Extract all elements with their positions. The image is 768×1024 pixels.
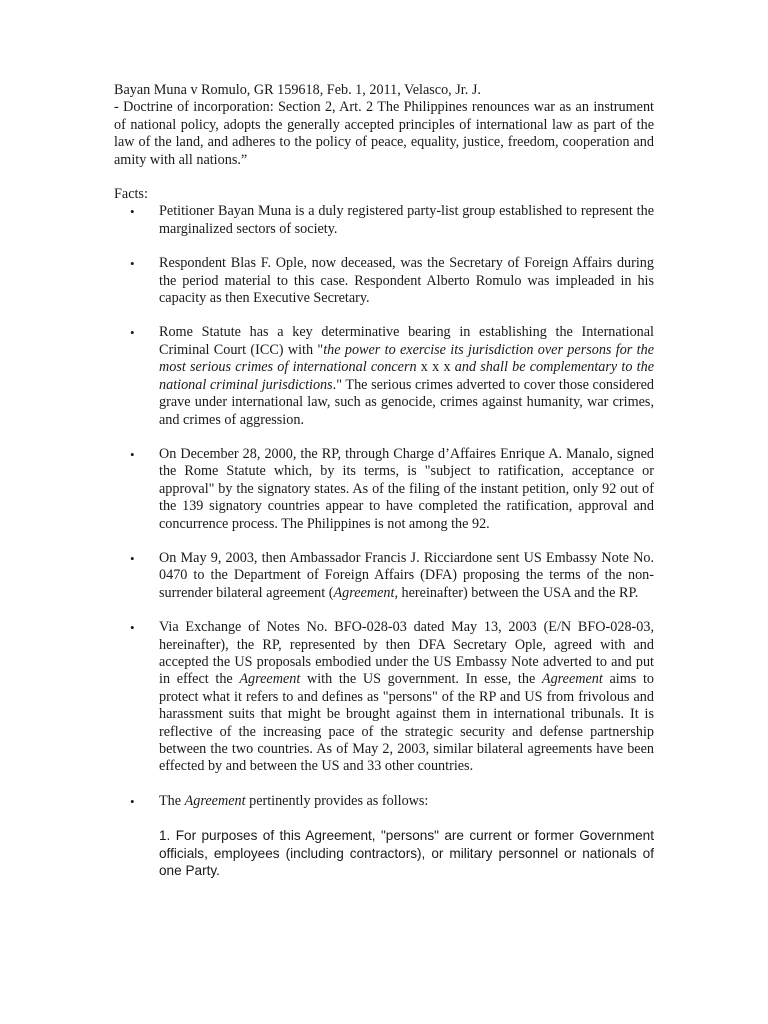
document-body	[114, 82, 654, 897]
agreement-quote: 1. For purposes of this Agreement, "persons" are current or former Government officials, employees (including contractors), or military personnel or nationals of one Party.	[159, 828, 654, 879]
doctrine-paragraph: - Doctrine of incorporation: Section 2, Art. 2 The Philippines renounces war as an instrument of national policy, adopts the generally accepted principles of international law as part of the law of the land, and adheres to the policy of peace, equality, justice, freedom, cooperation and amity with all nations.”	[114, 99, 654, 168]
fact-italic-text: Agreement	[541, 671, 603, 688]
bullet-icon: •	[130, 256, 135, 272]
fact-text: On December 28, 2000, the RP, through Charge d’Affaires Enrique A. Manalo, signed the Rome Statute which, by its terms, is "subject to ratification, acceptance or approval" by the signatory states. As of the filing of the instant petition, only 92 out of the 139 signatory countries appear to have completed the ratification, approval and concurrence process. The Philippines is not among the 92.	[159, 445, 654, 532]
bullet-icon: •	[130, 550, 135, 566]
fact-text: On May 9, 2003, then Ambassador Francis J. Ricciardone sent US Embassy Note No. 0470 to the Department of Foreign Affairs (DFA) proposing the terms of the non-surrender bilateral agreement (	[159, 549, 654, 601]
fact-italic-text: Agreement	[184, 792, 246, 809]
fact-italic-text: the power to exercise its jurisdiction over persons for the most serious crimes of international concern	[159, 341, 654, 376]
bullet-icon: •	[130, 325, 135, 341]
list-item	[114, 619, 654, 776]
list-item	[114, 324, 654, 428]
list-item	[114, 793, 654, 880]
fact-text: pertinently provides as follows:	[245, 792, 429, 809]
fact-text: x x x	[416, 359, 455, 376]
list-item	[114, 203, 654, 238]
facts-heading: Facts:	[114, 186, 148, 203]
facts-list	[114, 203, 654, 880]
fact-text: Respondent Blas F. Ople, now deceased, was the Secretary of Foreign Affairs during the period material to this case. Respondent Alberto Romulo was impleaded in his capacity as then Executive Secretary.	[159, 255, 654, 307]
bullet-icon: •	[130, 620, 135, 636]
fact-italic-text: Agreement	[239, 671, 301, 688]
fact-italic-text: and shall be complementary to the national criminal jurisdictions	[159, 359, 655, 393]
list-item	[114, 446, 654, 533]
fact-text: Rome Statute has a key determinative bearing in establishing the International Criminal Court (ICC) with "	[159, 324, 654, 358]
fact-text: ." The serious crimes adverted to cover those considered grave under international law, such as genocide, crimes against humanity, war crimes, and crimes of aggression.	[159, 376, 654, 428]
fact-text: Via Exchange of Notes No. BFO-028-03 dated May 13, 2003 (E/N BFO-028-03, hereinafter), the RP, represented by then DFA Secretary Ople, agreed with and accepted the US proposals embodied under the US Embassy Note adverted to and put in effect the	[159, 619, 654, 688]
fact-text: , hereinafter) between the USA and the RP.	[394, 584, 639, 601]
case-citation: Bayan Muna v Romulo, GR 159618, Feb. 1, 2011, Velasco, Jr. J.	[114, 82, 481, 98]
bullet-icon: •	[130, 793, 135, 809]
fact-text: aims to protect what it refers to and defines as "persons" of the RP and US from frivolous and harassment suits that might be brought against them in international tribunals. It is reflective of the increasing pace of the strategic security and defense partnership between the two countries. As of May 2, 2003, similar bilateral agreements have been effected by and between the US and 33 other countries.	[159, 671, 654, 775]
list-item	[114, 255, 654, 307]
fact-text: The	[159, 792, 185, 809]
list-item	[114, 550, 654, 602]
bullet-icon: •	[130, 446, 135, 462]
fact-text: Petitioner Bayan Muna is a duly registered party-list group established to represent the marginalized sectors of society.	[159, 203, 654, 237]
fact-text: with the US government. In esse, the	[300, 671, 542, 688]
fact-italic-text: Agreement	[333, 584, 395, 601]
bullet-icon: •	[130, 204, 135, 220]
